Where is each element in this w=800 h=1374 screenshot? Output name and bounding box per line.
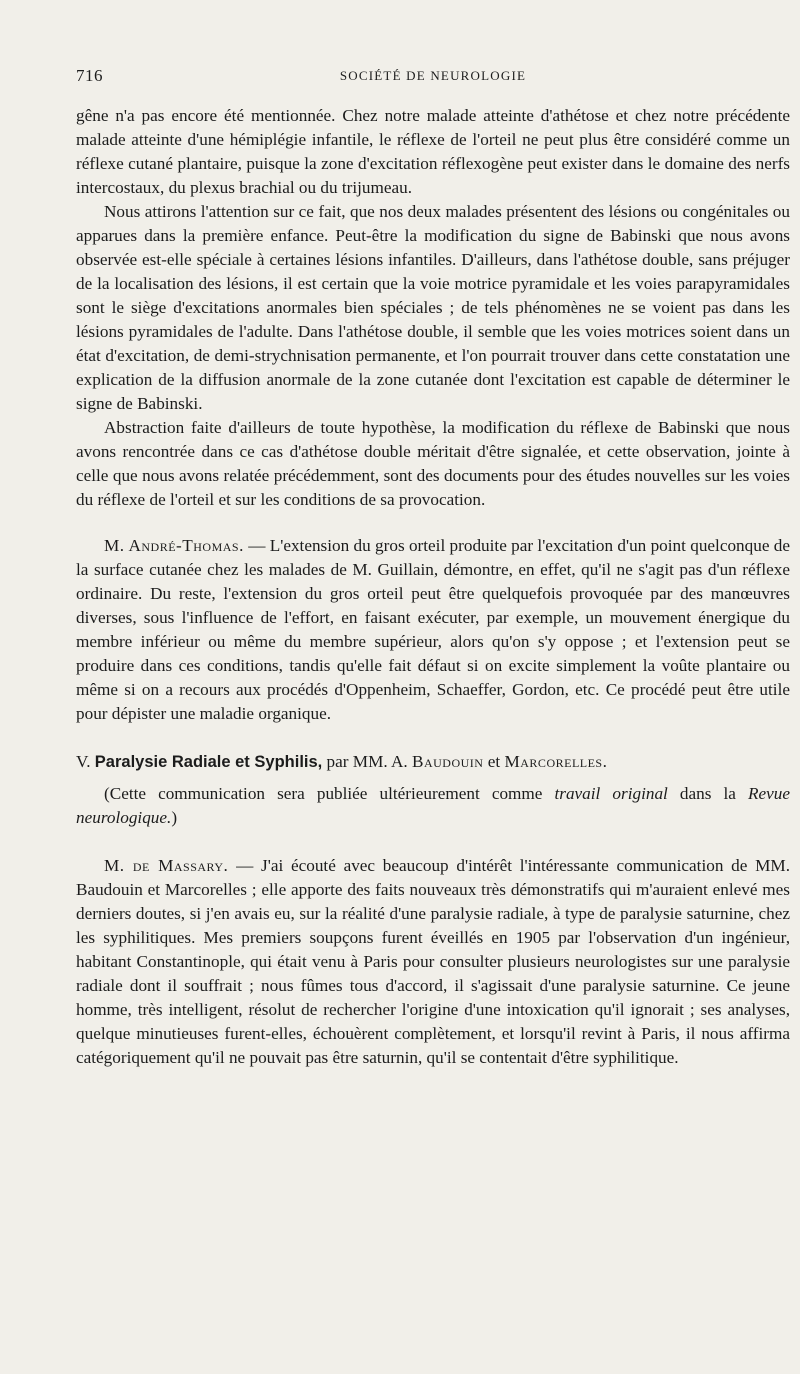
paragraph-de-massary	[76, 854, 790, 1070]
journal-title: Revue neurologique.	[76, 784, 790, 827]
note-text: )	[171, 808, 178, 827]
paragraph-1: gêne n'a pas encore été mentionnée. Chez notre malade atteinte d'athétose et chez notre précédente malade atteinte d'une hémiplégie infantile, le réflexe de l'orteil ne peut plus être considéré comme un réflexe cutané plantaire, puisque la zone d'excitation réflexogène peut exister dans le domaine des nerfs intercostaux, du plexus brachial ou du trijumeau.	[76, 106, 790, 197]
page-body	[76, 104, 790, 1070]
speaker-remark: — J'ai écouté avec beaucoup d'intérêt l'intéressante communication de MM. Baudouin et Marcorelles ; elle apporte des faits nouveaux très démonstratifs qui m'auraient enlevé mes derniers doutes, si j'en avais eu, sur la réalité d'une paralysie radiale, à type de paralysie saturnine, chez les syphilitiques. Mes premiers soupçons furent éveillés en 1905 par l'observation d'un ingénieur, habitant Constantinople, qui était venu à Paris pour consulter plusieurs neurologistes sur une paralysie radiale dont il souffrait ; nous fûmes tous d'accord, il s'agissait d'une paralysie saturnine. Ce jeune homme, très intelligent, résolut de rechercher l'origine d'une intoxication qu'il ignorait ; ses analyses, quelque minutieuses furent-elles, échouèrent complètement, et lorsqu'il revint à Paris, il nous affirma catégoriquement qu'il ne pouvait pas être saturnin, qu'il se contentait d'être syphilitique.	[76, 856, 790, 1067]
note-text: (Cette communication sera publiée ultérieurement comme	[104, 784, 555, 803]
section-number: V.	[76, 752, 91, 771]
section-by: par MM. A.	[322, 752, 413, 771]
author-name: Baudouin	[412, 752, 484, 771]
note-text: dans la	[667, 784, 748, 803]
paragraph-andre-thomas	[76, 534, 790, 726]
speaker-name: M. André-Thomas.	[104, 536, 244, 555]
section-gap	[76, 830, 790, 854]
section-heading	[76, 750, 790, 774]
section-gap	[76, 726, 790, 750]
page-header	[76, 66, 790, 88]
section-title: Paralysie Radiale et Syphilis,	[94, 753, 323, 771]
note-italic: travail original	[554, 784, 668, 803]
paragraph-note	[76, 782, 790, 830]
section-gap	[76, 774, 790, 782]
section-gap	[76, 512, 790, 534]
running-title: SOCIÉTÉ DE NEUROLOGIE	[339, 68, 527, 83]
page-number: 716	[76, 66, 103, 85]
speaker-name: M. de Massary.	[104, 856, 229, 875]
section-and: et	[483, 752, 505, 771]
speaker-remark: — L'extension du gros orteil produite par l'excitation d'un point quelconque de la surface cutanée chez les malades de M. Guillain, démontre, en effet, qu'il ne s'agit pas d'un réflexe ordinaire. Du reste, l'extension du gros orteil peut être quelquefois provoquée par des manœuvres diverses, sous l'influence de l'effort, en faisant exécuter, par exemple, un mouvement énergique du membre inférieur ou même du membre supérieur, alors qu'on s'y oppose ; et l'extension peut se produire dans ces conditions, tandis qu'elle fait défaut si on excite simplement la voûte plantaire ou même si on a recours aux procédés d'Oppenheim, Schaeffer, Gordon, etc. Ce procédé peut être utile pour dépister une maladie organique.	[76, 536, 791, 723]
paragraph-2: Nous attirons l'attention sur ce fait, que nos deux malades présentent des lésions ou congénitales ou apparues dans la première enfance. Peut-être la modification du signe de Babinski que nous avons observée est-elle spéciale à certaines lésions infantiles. D'ailleurs, dans l'athétose double, sans préjuger de la localisation des lésions, il est certain que la voie motrice pyramidale et les voies parapyramidales sont le siège d'excitations anormales bien spéciales ; de tels phénomènes ne se voient pas dans les lésions pyramidales de l'adulte. Dans l'athétose double, il semble que les voies motrices soient dans un état d'excitation, de demi-strychnisation permanente, et l'on pourrait trouver dans cette constatation une explication de la diffusion anormale de la zone cutanée dont l'excitation est capable de déterminer le signe de Babinski.	[76, 202, 790, 413]
paragraph-3: Abstraction faite d'ailleurs de toute hypothèse, la modification du réflexe de Babinski que nous avons rencontrée dans ce cas d'athétose double méritait d'être signalée, et cette observation, jointe à celle que nous avons relatée précédemment, sont des documents pour des études nouvelles sur les voies du réflexe de l'orteil et sur les conditions de sa provocation.	[76, 418, 790, 509]
author-name: Marcorelles.	[504, 752, 608, 771]
